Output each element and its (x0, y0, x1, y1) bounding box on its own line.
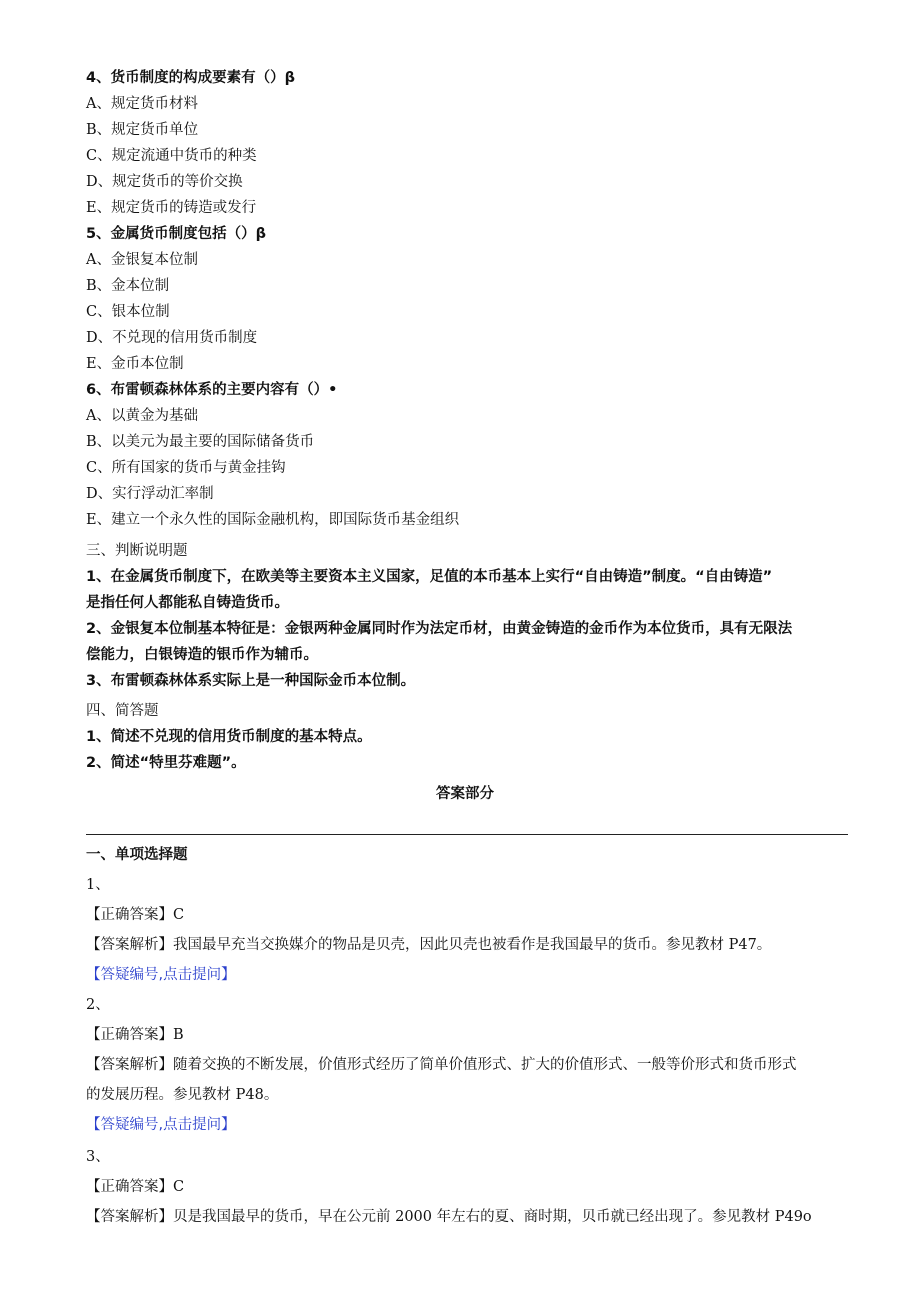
answer-1-correct: 【正确答案】C (86, 907, 185, 923)
judgment-item-1-line-2: 是指任何人都能私自铸造货币。 (86, 595, 289, 611)
answer-3-number: 3、 (86, 1149, 110, 1165)
question-5-option-a: A、金银复本位制 (86, 252, 198, 268)
short-answer-item-2: 2、简述“特里芬难题”。 (86, 755, 246, 771)
question-5-option-d: D、不兑现的信用货币制度 (86, 330, 258, 346)
answer-2-analysis-line-2: 的发展历程。参见教材 P48。 (86, 1087, 279, 1103)
answer-1-analysis: 【答案解析】我国最早充当交换媒介的物品是贝壳，因此贝壳也被看作是我国最早的货币。参见教材 P47。 (86, 937, 772, 953)
question-6-option-e: E、建立一个永久性的国际金融机构，即国际货币基金组织 (86, 512, 460, 528)
question-6-option-c: C、所有国家的货币与黄金挂钩 (86, 460, 286, 476)
answers-title: 答案部分 (436, 786, 494, 802)
answer-2-number: 2、 (86, 997, 110, 1013)
judgment-item-2-line-1: 2、金银复本位制基本特征是：金银两种金属同时作为法定币材，由黄金铸造的金币作为本位货币，具有无限法 (86, 621, 793, 637)
answer-2-analysis-line-1: 【答案解析】随着交换的不断发展，价值形式经历了简单价值形式、扩大的价值形式、一般等价形式和货币形式 (86, 1057, 797, 1073)
judgment-heading: 三、判断说明题 (86, 543, 188, 559)
question-6-stem: 6、布雷顿森林体系的主要内容有（）• (86, 382, 338, 398)
judgment-item-3: 3、布雷顿森林体系实际上是一种国际金币本位制。 (86, 673, 416, 689)
question-4-option-e: E、规定货币的铸造或发行 (86, 200, 257, 216)
answer-1-ask-link[interactable]: 【答疑编号,点击提问】 (86, 967, 236, 983)
question-4-option-b: B、规定货币单位 (86, 122, 199, 138)
section-divider (86, 834, 848, 835)
question-5-option-e: E、金币本位制 (86, 356, 184, 372)
question-4-option-c: C、规定流通中货币的种类 (86, 148, 257, 164)
judgment-item-1-line-1: 1、在金属货币制度下，在欧美等主要资本主义国家，足值的本币基本上实行“自由铸造”制度。“自由铸造” (86, 569, 773, 585)
question-5-option-b: B、金本位制 (86, 278, 170, 294)
answer-1-number: 1、 (86, 877, 110, 893)
question-4-option-d: D、规定货币的等价交换 (86, 174, 243, 190)
judgment-item-2-line-2: 偿能力，白银铸造的银币作为辅币。 (86, 647, 318, 663)
answer-2-correct: 【正确答案】B (86, 1027, 184, 1043)
question-6-option-d: D、实行浮动汇率制 (86, 486, 214, 502)
short-answer-heading: 四、简答题 (86, 703, 159, 719)
question-4-option-a: A、规定货币材料 (86, 96, 198, 112)
answer-2-ask-link[interactable]: 【答疑编号,点击提问】 (86, 1117, 236, 1133)
answer-3-analysis: 【答案解析】贝是我国最早的货币，早在公元前 2000 年左右的夏、商时期，贝币就已经出现了。参见教材 P49o (86, 1209, 812, 1225)
question-4-stem: 4、货币制度的构成要素有（）β (86, 70, 295, 86)
question-5-option-c: C、银本位制 (86, 304, 170, 320)
answer-3-correct: 【正确答案】C (86, 1179, 185, 1195)
question-6-option-a: A、以黄金为基础 (86, 408, 198, 424)
question-6-option-b: B、以美元为最主要的国际储备货币 (86, 434, 315, 450)
answers-section-heading: 一、单项选择题 (86, 847, 188, 863)
short-answer-item-1: 1、简述不兑现的信用货币制度的基本特点。 (86, 729, 372, 745)
question-5-stem: 5、金属货币制度包括（）β (86, 226, 266, 242)
